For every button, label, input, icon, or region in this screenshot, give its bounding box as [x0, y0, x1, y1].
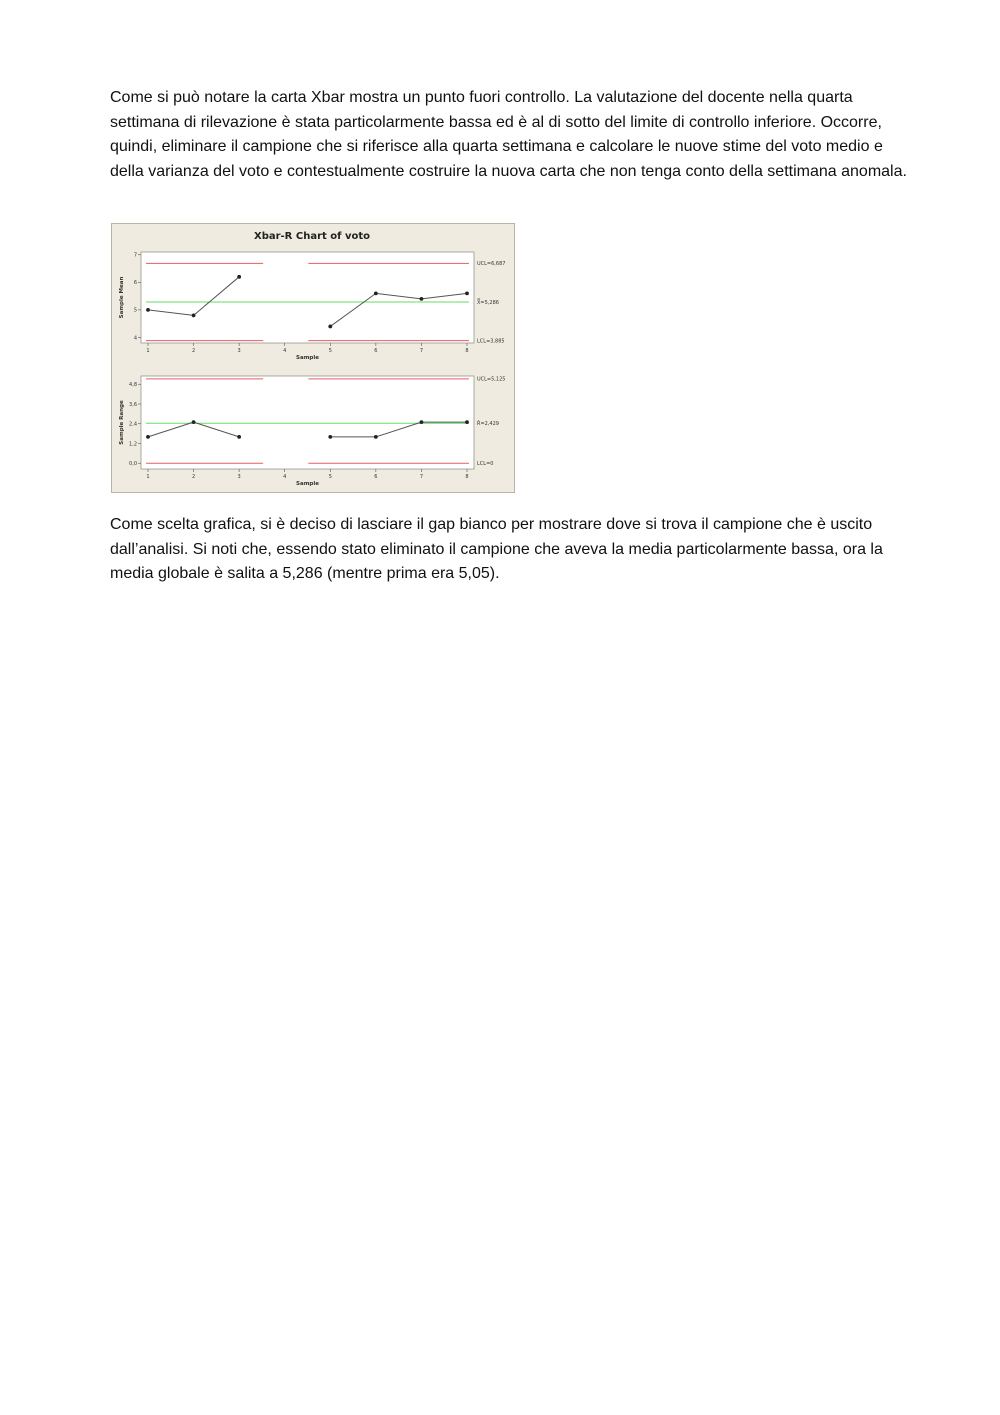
y-tick-label: 4 — [133, 335, 137, 342]
data-point — [420, 297, 424, 301]
x-tick-label: 7 — [419, 348, 424, 354]
plot-area — [141, 252, 474, 343]
paragraph-intro: Come si può notare la carta Xbar mostra un punto fuori controllo. La valutazione del docente nella quarta settimana di rilevazione è stata particolarmente bassa ed è al di sotto del limite di controllo inferiore. Occorre, quindi, eliminare il campione che si riferisce alla quarta settimana e calcolare le nuove stime del voto medio e della varianza del voto e contestualmente costruire la nuova carta che non tenga conto della settimana anomala. — [110, 89, 907, 180]
x-tick-label: 5 — [328, 348, 332, 354]
x-tick-label: 5 — [328, 474, 332, 480]
center-label: R̄=2,429 — [477, 421, 499, 428]
ucl-label: UCL=6,687 — [477, 261, 506, 268]
data-point — [374, 291, 378, 295]
data-point — [146, 435, 150, 439]
x-tick-label: 8 — [465, 348, 469, 354]
x-tick-label: 2 — [191, 348, 196, 354]
data-point — [328, 435, 332, 439]
y-tick-label: 2,4 — [129, 421, 137, 428]
y-axis-title: Sample Mean — [119, 276, 125, 319]
y-axis-title: Sample Range — [119, 400, 125, 445]
chart-canvas — [111, 223, 515, 493]
y-tick-label: 4,8 — [129, 382, 137, 389]
center-label: X̿=5,286 — [477, 299, 499, 306]
y-tick-label: 6 — [133, 280, 137, 287]
data-point — [465, 291, 469, 295]
data-point — [237, 435, 241, 439]
x-tick-label: 1 — [146, 348, 150, 354]
x-tick-label: 1 — [146, 474, 150, 480]
data-point — [192, 314, 196, 318]
x-tick-label: 7 — [419, 474, 424, 480]
data-point — [237, 275, 241, 279]
y-tick-label: 1,2 — [129, 441, 137, 448]
x-tick-label: 3 — [237, 348, 241, 354]
lcl-label: LCL=0 — [477, 461, 494, 468]
x-tick-label: 4 — [283, 474, 287, 480]
y-tick-label: 5 — [133, 307, 137, 314]
x-tick-label: 3 — [237, 474, 241, 480]
data-point — [374, 435, 378, 439]
y-tick-label: 0,0 — [129, 461, 137, 468]
data-point — [192, 420, 196, 424]
y-tick-label: 3,6 — [129, 401, 137, 408]
data-point — [146, 308, 150, 312]
y-tick-label: 7 — [133, 252, 137, 259]
lcl-label: LCL=3,885 — [477, 338, 505, 345]
xbar-r-chart — [111, 223, 515, 493]
data-point — [420, 420, 424, 424]
x-tick-label: 8 — [465, 474, 469, 480]
x-tick-label: 4 — [283, 348, 287, 354]
data-point — [465, 420, 469, 424]
x-axis-title: Sample — [296, 355, 319, 361]
chart-title: Xbar-R Chart of voto — [253, 231, 371, 242]
ucl-label: UCL=5,125 — [477, 376, 506, 383]
x-tick-label: 6 — [374, 474, 378, 480]
x-tick-label: 6 — [374, 348, 378, 354]
x-tick-label: 2 — [191, 474, 196, 480]
x-axis-title: Sample — [296, 481, 319, 487]
data-point — [328, 325, 332, 329]
paragraph-conclusion: Come scelta grafica, si è deciso di lasciare il gap bianco per mostrare dove si trova il campione che è uscito dall’analisi. Si noti che, essendo stato eliminato il campione che aveva la media particolarmente bassa, ora la media globale è salita a 5,286 (mentre prima era 5,05). — [110, 516, 883, 582]
